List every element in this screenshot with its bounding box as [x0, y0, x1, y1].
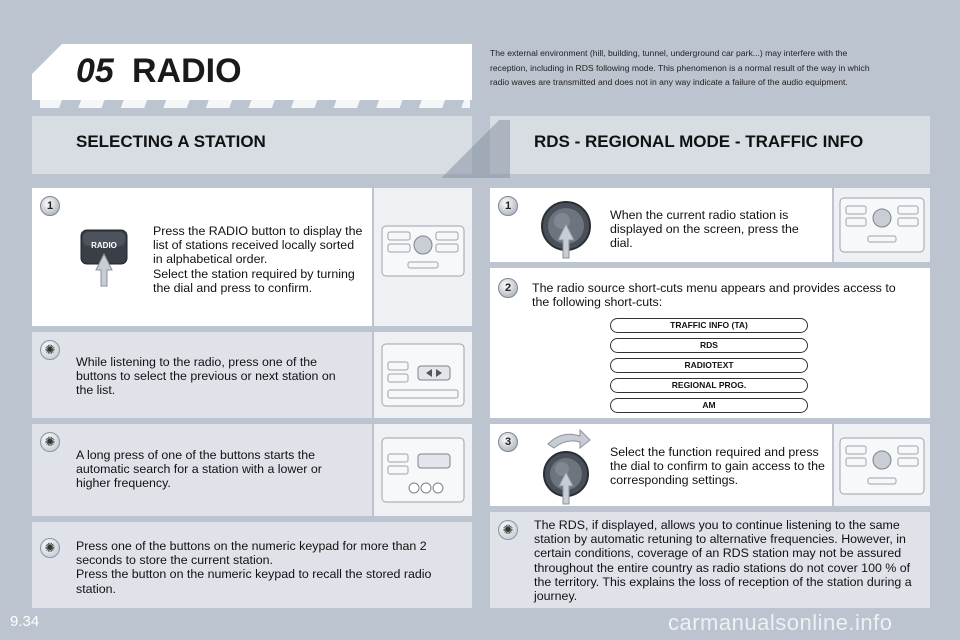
left-step1-thumbnail: [374, 188, 472, 326]
page-number: 9.34: [10, 613, 40, 630]
radio-unit-illustration: [374, 188, 472, 326]
left-tip2-thumbnail: [374, 424, 472, 516]
step-2-badge: 2: [498, 278, 518, 298]
left-tip1-thumbnail: [374, 332, 472, 418]
diagonal-decoration: [430, 120, 510, 178]
menu-item-regional-prog[interactable]: REGIONAL PROG.: [610, 378, 808, 393]
step-1-badge: 1: [498, 196, 518, 216]
lightbulb-icon: ✺: [40, 538, 60, 558]
dial-knob-icon: [540, 198, 592, 260]
radio-unit-illustration: [834, 424, 930, 506]
lightbulb-icon: ✺: [498, 520, 518, 540]
step-3-badge: 3: [498, 432, 518, 452]
right-step1-text: When the current radio station is displayed on the screen, press the dial.: [610, 208, 799, 251]
radio-unit-illustration: [834, 188, 930, 262]
left-tip3-text: Press one of the buttons on the numeric keypad for more than 2 seconds to store the current station. Press the button on the numeric keypad to recall the stored radio station.: [76, 539, 432, 596]
watermark: carmanualsonline.info: [668, 610, 893, 635]
radio-button-icon: [80, 226, 128, 288]
right-step3-text: Select the function required and press the dial to confirm to gain access to the corresponding settings.: [610, 445, 825, 488]
left-tip2-text: A long press of one of the buttons starts the automatic search for a station with a lower or higher frequency.: [76, 448, 322, 491]
right-step3-thumbnail: [834, 424, 930, 506]
left-section-title: SELECTING A STATION: [76, 132, 266, 151]
menu-item-rds[interactable]: RDS: [610, 338, 808, 353]
step-1-badge: 1: [40, 196, 60, 216]
left-step1-text: Press the RADIO button to display the list of stations received locally sorted in alphabetical order. Select the station required by turning the dial and press to confirm.: [153, 224, 363, 295]
radio-unit-keypad-illustration: [374, 424, 472, 516]
header-dash-decoration: [40, 96, 470, 108]
menu-item-traffic-info[interactable]: TRAFFIC INFO (TA): [610, 318, 808, 333]
lightbulb-icon: ✺: [40, 340, 60, 360]
menu-item-radiotext[interactable]: RADIOTEXT: [610, 358, 808, 373]
chapter-number: 05: [76, 52, 114, 90]
chapter-title: RADIO: [132, 52, 242, 90]
dial-rotate-press-icon: [540, 426, 596, 506]
right-step2-text: The radio source short-cuts menu appears and provides access to the following short-cuts:: [532, 281, 896, 310]
lightbulb-icon: ✺: [40, 432, 60, 452]
radio-button-label: RADIO: [91, 241, 117, 250]
radio-unit-arrows-illustration: [374, 332, 472, 418]
left-tip1-text: While listening to the radio, press one of the buttons to select the previous or next station on the list.: [76, 355, 336, 398]
right-section-title: RDS - REGIONAL MODE - TRAFFIC INFO: [534, 132, 864, 151]
right-step1-thumbnail: [834, 188, 930, 262]
reception-note: The external environment (hill, building, tunnel, underground car park...) may interfere with the reception, including in RDS following mode. This phenomenon is a normal result of the way in which radio waves are transmitted and does not in any way indicate a failure of the audio equipment.: [490, 48, 870, 87]
menu-item-am[interactable]: AM: [610, 398, 808, 413]
right-tip-text: The RDS, if displayed, allows you to continue listening to the same station by automatic retuning to alternative frequencies. However, in certain conditions, coverage of an RDS station may not be assured throughout the entire country as radio stations do not cover 100 % of the territory. This explains the loss of reception of the station during a journey.: [534, 518, 912, 604]
